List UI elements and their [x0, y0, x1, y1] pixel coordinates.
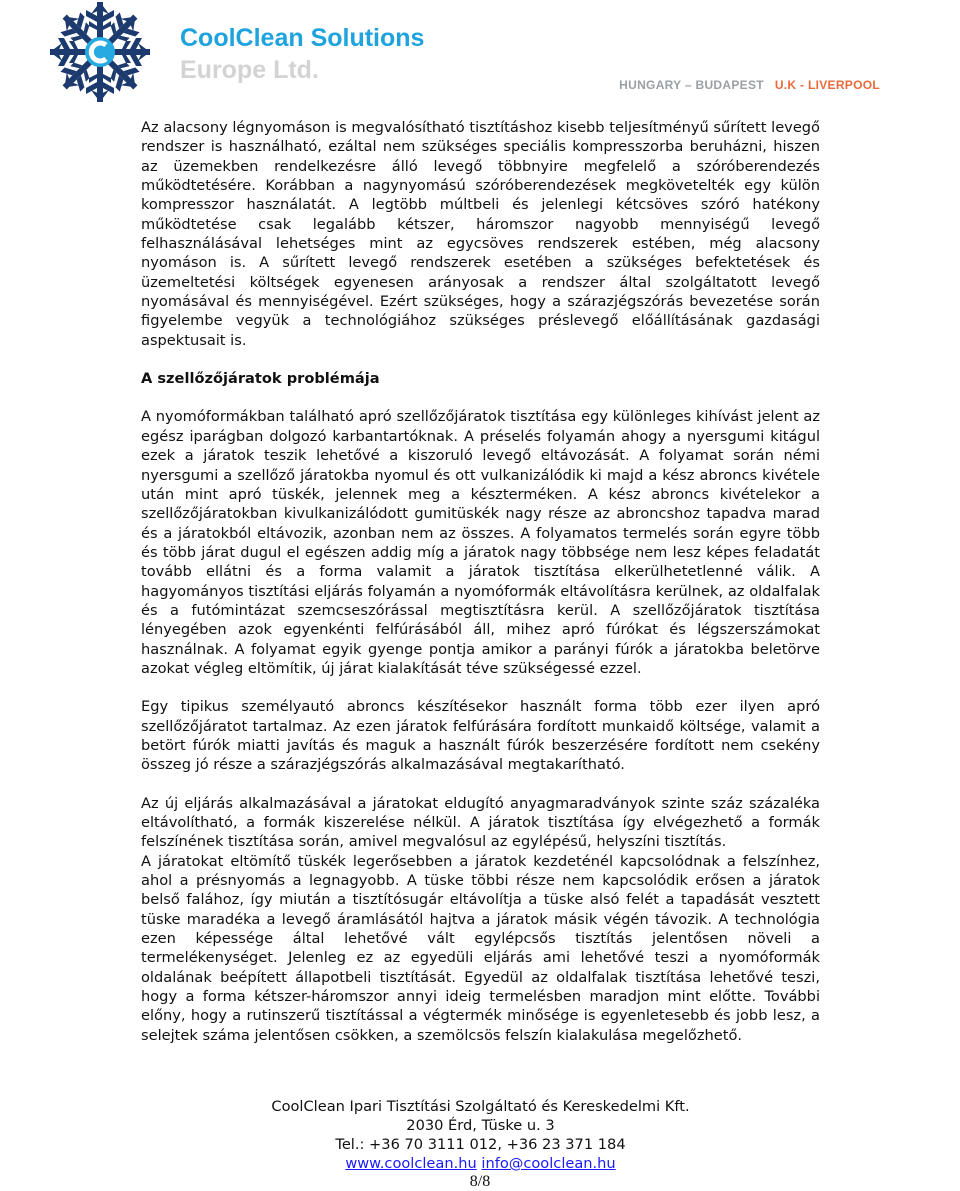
footer-address: 2030 Érd, Tüske u. 3: [406, 1117, 555, 1134]
company-name-line1: CoolClean Solutions: [180, 24, 425, 52]
snowflake-logo-icon: [30, 0, 170, 104]
paragraph-new-method: Az új eljárás alkalmazásával a járatokat eldugító anyagmaradványok szinte száz százaléka eltávolítható, a formák kiszerelése nélkül. A járatok tisztítása így elvégezhető a formák felszínének tisztítása során, amivel megvalósul az egylépésű, helyszíni tisztítás.: [141, 794, 820, 851]
header-locations: [619, 78, 880, 92]
document-body: [141, 118, 820, 1045]
section-heading: A szellőzőjáratok problémája: [141, 370, 380, 388]
email-link[interactable]: info@coolclean.hu: [481, 1155, 616, 1172]
location-hungary: HUNGARY – BUDAPEST: [619, 78, 764, 92]
paragraph-spike-removal: A járatokat eltömítő tüskék legerősebben a járatok kezdeténél kapcsolódnak a felszínhez, ahol a présnyomás a legnagyobb. A tüske többi része nem kapcsolódik erősen a járatok belső falához, így miután a tisztítósugár eltávolítja a tüske alsó felét a tapadását vesztett tüske maradéka a levegő áramlásától hajtva a járatok másik végén távozik. A technológia ezen képessége által lehetővé vált egylépcsős tisztítás jelentősen növeli a termelékenységet. Jelenleg ez az egyedüli eljárás ami lehetővé teszi a nyomóformák oldalának beépített állapotbeli tisztítását. Egyedül az oldalfalak tisztítása lehetővé teszi, hogy a forma kétszer-háromszor annyi ideig termelésben maradjon mint előtte. További előny, hogy a rutinszerű tisztítással a végtermék minősége is egyenletesebb és jobb lesz, a selejtek száma jelentősen csökken, a szemölcsös felszín kialakulása megelőzhető.: [141, 852, 820, 1044]
company-name-line2: Europe Ltd.: [180, 56, 319, 84]
website-link[interactable]: www.coolclean.hu: [345, 1155, 477, 1172]
paragraph-vent-problem: A nyomóformákban található apró szellőzőjáratok tisztítása egy különleges kihívást jelent az egész iparágban dolgozó karbantartóknak. A préselés folyamán ahogy a nyersgumi kitágul ezek a járatok teszik lehetővé a kiszoruló levegő eltávozását. A folyamat során némi nyersgumi a szellőző járatokba nyomul és ott vulkanizálódik ki majd a kész abroncs kivétele után mint apró tüskék, jelennek meg a készterméken. A kész abroncs kivételekor a szellőzőjáratokban kivulkanizálódott gumitüskék nagy része az abroncshoz tapadva marad és a járatokból eltávozik, azonban nem az összes. A folyamatos termelés során egyre több és több járat dugul el egészen addig míg a járatok nagy többsége nem lesz képes feladatát tovább ellátni és a forma valamit a járatok tisztítása elkerülhetetlenné válik. A hagyományos tisztítási eljárás folyamán a nyomóformák eltávolításra kerülnek, az oldalfalak és a futómintázat szemcseszórással megtisztításra kerül. A szellőzőjáratok tisztítása lényegében azok egyenkénti felfúrásából áll, mihez apró fúrókat és légszerszámokat használnak. A folyamat egyik gyenge pontja amikor a parányi fúrók a járatokba beletörve azokat végleg eltömítik, új járat kialakítását téve szükségessé ezzel.: [141, 408, 820, 677]
footer-company: CoolClean Ipari Tisztítási Szolgáltató és Kereskedelmi Kft.: [271, 1098, 690, 1115]
footer-links: [141, 1154, 820, 1173]
paragraph-typical-tire: Egy tipikus személyautó abroncs készítésekor használt forma több ezer ilyen apró szellőzőjáratot tartalmaz. Az ezen járatok felfúrására fordított munkaidő költsége, valamit a betört fúrók miatti javítás és maguk a használt fúrók beszerzésére fordított nem csekény összeg jó része a szárazjégszórás alkalmazásával megtakarítható.: [141, 698, 820, 774]
page-number: 8/8: [469, 1173, 491, 1190]
page-footer: [141, 1097, 820, 1173]
footer-phone: Tel.: +36 70 3111 012, +36 23 371 184: [335, 1136, 626, 1153]
company-name: [180, 22, 424, 86]
paragraph-compressor: Az alacsony légnyomáson is megvalósítható tisztításhoz kisebb teljesítményű sűrített levegő rendszer is használható, ezáltal nem szükséges speciális kompresszorba beruházni, hiszen az üzemekben rendelkezésre álló levegő többnyire megfelelő a szóróberendezés működtetésére. Korábban a nagynyomású szóróberendezések megkövetelték egy külön kompresszor használatát. A legtöbb múltbeli és jelenlegi kétcsöves szóró hatékony működtetése csak legalább kétszer, háromszor nagyobb mennyiségű levegő felhasználásával lehetséges mint az egycsöves rendszerek estében, még alacsony nyomáson is. A sűrített levegő rendszerek esetében a szükséges befektetések és üzemeltetési költségek egyenesen arányosak a rendszer által szolgáltatott levegő nyomásával és mennyiségével. Ezért szükséges, hogy a szárazjégszórás bevezetése során figyelembe vegyük a technológiához szükséges préslevegő előállításának gazdasági aspektusait is.: [141, 119, 820, 349]
location-uk: U.K - LIVERPOOL: [774, 78, 880, 92]
